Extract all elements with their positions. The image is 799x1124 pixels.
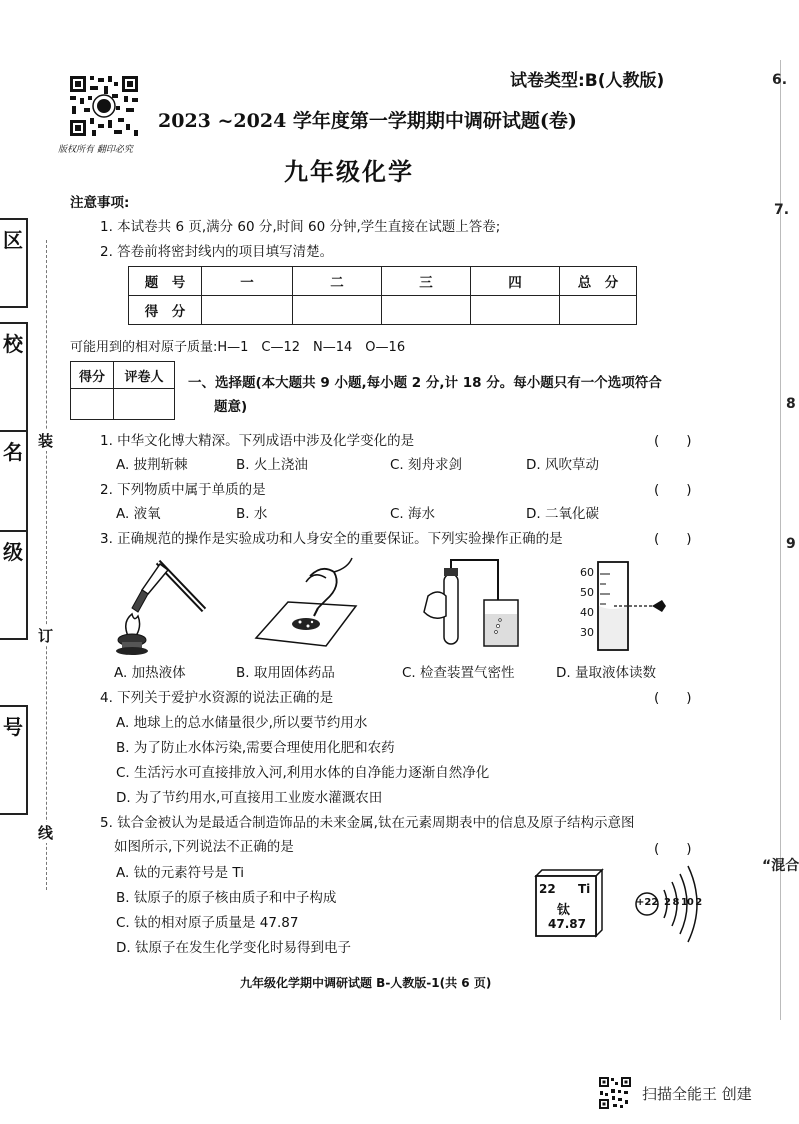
binding-dashed-line [46,240,47,890]
q3-option-d: D. 量取液体读数 [556,665,656,681]
q5-option-b: B. 钛原子的原子核由质子和中子构成 [116,890,337,906]
grader-score-cell[interactable] [71,389,114,420]
score-header-cell: 二 [293,267,382,296]
q3-option-c: C. 检查装置气密性 [402,665,515,681]
exam-type: 试卷类型:B(人教版) [510,71,665,91]
score-header-cell: 题 号 [129,267,202,296]
question-3-stem: 3. 正确规范的操作是实验成功和人身安全的重要保证。下列实验操作正确的是 [100,531,563,547]
q2-option-c: C. 海水 [390,506,436,522]
q2-option-a: A. 液氧 [116,506,161,522]
q2-option-b: B. 水 [236,506,268,522]
score-table [128,266,637,325]
subject-title: 九年级化学 [284,158,414,186]
notes-item-2: 2. 答卷前将密封线内的项目填写清楚。 [100,244,334,260]
atomic-masses: 可能用到的相对原子质量:H—1 C—12 N—14 O—16 [70,340,406,355]
q2-option-d: D. 二氧化碳 [526,506,599,522]
q1-option-d: D. 风吹草动 [526,457,599,473]
titanium-electron-shells: 2 8 10 2 [664,897,702,908]
grader-name-label: 评卷人 [114,362,175,389]
binding-char-zhuang: 装 [38,432,54,450]
q4-option-c: C. 生活污水可直接排放入河,利用水体的自净能力逐渐自然净化 [116,765,490,781]
score-header-cell: 四 [471,267,560,296]
titanium-mass: 47.87 [548,917,586,931]
score-table-score-row [129,296,637,325]
exam-title: 2023 ~2024 学年度第一学期期中调研试题(卷) [158,110,577,132]
q3-option-a: A. 加热液体 [114,665,186,681]
cylinder-tick-60: 60 [580,566,594,579]
grader-box [70,361,175,420]
binding-strip [0,40,30,1000]
q1-option-b: B. 火上浇油 [236,457,308,473]
question-5-stem: 5. 钛合金被认为是最适合制造饰品的未来金属,钛在元素周期表中的信息及原子结构示意图 [100,815,635,831]
cylinder-tick-30: 30 [580,626,594,639]
strip-box-number: 号 [0,705,28,815]
section1-title-cont: 题意) [214,399,248,415]
answer-paren-1[interactable]: ( ) [654,433,692,449]
q3-option-b: B. 取用固体药品 [236,665,335,681]
right-edge-mix: “混合 [762,858,799,874]
q5-option-c: C. 钛的相对原子质量是 47.87 [116,915,299,931]
score-header-cell: 三 [382,267,471,296]
scanner-watermark: 扫描全能王 创建 [642,1085,752,1103]
right-edge-q9: 9 [786,536,796,552]
right-edge-q6: 6. [772,72,788,88]
answer-paren-4[interactable]: ( ) [654,690,692,706]
strip-box-class: 级 [0,530,28,640]
score-header-cell: 一 [202,267,293,296]
solid-reagent-figure [252,556,362,656]
binding-char-xian: 线 [38,824,54,842]
score-cell-4[interactable] [471,296,560,325]
q4-option-b: B. 为了防止水体污染,需要合理使用化肥和农药 [116,740,395,756]
score-cell-total[interactable] [560,296,637,325]
heating-liquid-figure [112,556,212,656]
answer-paren-5[interactable]: ( ) [654,841,692,857]
q4-option-d: D. 为了节约用水,可直接用工业废水灌溉农田 [116,790,383,806]
q5-option-a: A. 钛的元素符号是 Ti [116,865,244,881]
strip-box-name: 名 [0,430,28,540]
airtightness-figure [408,556,528,656]
question-2-stem: 2. 下列物质中属于单质的是 [100,482,266,498]
binding-char-ding: 订 [38,627,54,645]
right-edge-q8: 8 [786,396,796,412]
q1-option-c: C. 刻舟求剑 [390,457,463,473]
notes-item-1: 1. 本试卷共 6 页,满分 60 分,时间 60 分钟,学生直接在试题上答卷; [100,219,501,235]
grader-score-label: 得分 [71,362,114,389]
answer-paren-3[interactable]: ( ) [654,531,692,547]
page-footer: 九年级化学期中调研试题 B-人教版-1(共 6 页) [240,976,492,990]
score-header-cell: 总 分 [560,267,637,296]
copyright-note: 版权所有 翻印必究 [58,145,133,155]
cylinder-tick-40: 40 [580,606,594,619]
q4-option-a: A. 地球上的总水储量很少,所以要节约用水 [116,715,368,731]
score-cell-2[interactable] [293,296,382,325]
titanium-atomic-number: 22 [539,882,556,896]
score-table-header-row [129,267,637,296]
qr-code-icon [68,74,140,138]
right-edge-q7: 7. [774,202,790,218]
score-cell-1[interactable] [202,296,293,325]
notes-heading: 注意事项: [70,195,130,211]
q1-option-a: A. 披荆斩棘 [116,457,188,473]
section1-title: 一、选择题(本大题共 9 小题,每小题 2 分,计 18 分。每小题只有一个选项符合 [188,375,662,391]
grader-name-cell[interactable] [114,389,175,420]
q5-option-d: D. 钛原子在发生化学变化时易得到电子 [116,940,351,956]
question-4-stem: 4. 下列关于爱护水资源的说法正确的是 [100,690,334,706]
scanner-qr-icon [598,1076,632,1110]
strip-box-district: 区 [0,218,28,308]
answer-paren-2[interactable]: ( ) [654,482,692,498]
titanium-symbol: Ti [578,882,591,896]
score-cell-3[interactable] [382,296,471,325]
question-1-stem: 1. 中华文化博大精深。下列成语中涉及化学变化的是 [100,433,415,449]
question-5-stem-cont: 如图所示,下列说法不正确的是 [114,839,294,855]
score-row-label: 得 分 [129,296,202,325]
titanium-nucleus-charge: +22 [636,897,659,908]
cylinder-tick-50: 50 [580,586,594,599]
strip-box-school: 校 [0,322,28,432]
titanium-name: 钛 [557,903,571,918]
